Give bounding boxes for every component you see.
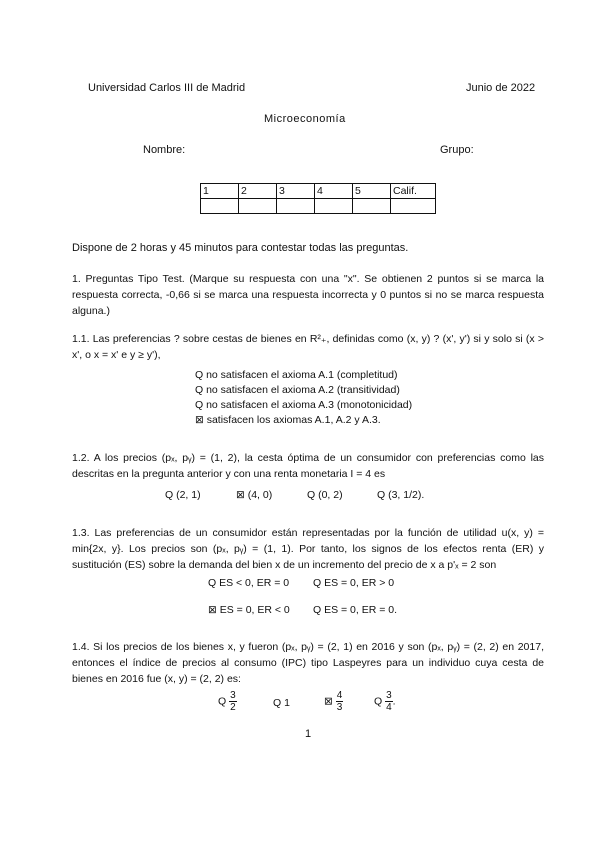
q1-1-option-a[interactable]: Q no satisfacen el axioma A.1 (completitud) <box>195 369 398 381</box>
q1-4-option-c[interactable] <box>324 690 343 713</box>
subject-title: Microeconomía <box>264 113 346 125</box>
q1-4-option-a[interactable] <box>218 690 237 713</box>
q1-2-option-d[interactable]: Q (3, 1/2). <box>377 489 425 501</box>
page-number: 1 <box>305 728 312 740</box>
group-label: Grupo: <box>440 144 474 156</box>
option-mark: ⊠ <box>324 695 333 708</box>
grades-score-cell[interactable] <box>277 199 315 214</box>
q1-2-option-b[interactable]: ⊠ (4, 0) <box>236 489 273 501</box>
q1-4-option-b[interactable] <box>273 697 290 709</box>
option-mark: Q <box>374 695 383 708</box>
grades-score-cell[interactable] <box>201 199 239 214</box>
university-name: Universidad Carlos III de Madrid <box>88 82 246 94</box>
fraction-numerator: 4 <box>336 690 343 701</box>
grades-header-cell: 3 <box>277 184 315 199</box>
fraction-numerator: 3 <box>230 690 236 701</box>
grades-header-cell: 4 <box>315 184 353 199</box>
q1-1-option-d[interactable]: ⊠ satisfacen los axiomas A.1, A.2 y A.3. <box>195 414 381 426</box>
fraction <box>336 690 344 713</box>
grades-score-cell[interactable] <box>353 199 391 214</box>
section1-title: 1. Preguntas Tipo Test. (Marque su respuesta con una "x". Se obtienen 2 puntos si se marca la respuesta correcta, -0,66 si se marca una respuesta incorrecta y 0 puntos si no se marca respuesta alguna.) <box>72 273 544 317</box>
q1-3-option-b[interactable]: Q ES = 0, ER > 0 <box>313 577 395 589</box>
grades-score-cell[interactable] <box>239 199 277 214</box>
q1-1-statement: 1.1. Las preferencias ? sobre cestas de bienes en R²₊, definidas como (x, y) ? (x', y') si y solo si (x > x', o x = x' e y ≥ y'), <box>72 333 544 361</box>
instructions: Dispone de 2 horas y 45 minutos para contestar todas las preguntas. <box>72 242 409 254</box>
fraction-numerator: 3 <box>386 690 392 701</box>
name-label: Nombre: <box>143 144 186 156</box>
q1-3-statement: 1.3. Las preferencias de un consumidor están representadas por la función de utilidad u(x, y) = min{2x, y}. Los precios son (pₓ, pᵧ) = (1, 1). Por tanto, los signos de los efectos renta (ER) y sustitución (ES) sobre la demanda del bien x de un incremento del precio de x a p'ₓ = 2 son <box>72 527 544 571</box>
fraction <box>385 690 393 713</box>
q1-1-option-c[interactable]: Q no satisfacen el axioma A.3 (monotonicidad) <box>195 399 413 411</box>
option-mark: Q <box>218 695 227 708</box>
fraction-denominator: 3 <box>336 702 343 713</box>
q1-4-option-d[interactable] <box>374 690 396 713</box>
grades-score-row <box>201 199 436 214</box>
q1-3-option-a[interactable]: Q ES < 0, ER = 0 <box>208 577 290 589</box>
q1-2-option-c[interactable]: Q (0, 2) <box>307 489 343 501</box>
grades-header-cell: 2 <box>239 184 277 199</box>
option-mark: Q <box>273 697 282 709</box>
exam-date: Junio de 2022 <box>466 82 536 94</box>
fraction-denominator: 2 <box>230 702 236 713</box>
q1-3-option-c[interactable]: ⊠ ES = 0, ER < 0 <box>208 604 290 616</box>
q1-4-statement: 1.4. Si los precios de los bienes x, y fueron (pₓ, pᵧ) = (2, 1) en 2016 y son (pₓ, pᵧ) = (2, 2) en 2017, entonces el índice de precios al consumo (IPC) tipo Laspeyres para un individuo cuya cesta de bienes en 2016 fue (x, y) = (2, 2) es: <box>72 641 544 685</box>
fraction-denominator: 4 <box>386 702 392 713</box>
option-suffix: . <box>392 695 396 708</box>
grades-header-cell: 1 <box>201 184 239 199</box>
grades-header-cell: Calif. <box>391 184 436 199</box>
q1-2-option-a[interactable]: Q (2, 1) <box>165 489 201 501</box>
grades-header-cell: 5 <box>353 184 391 199</box>
grades-score-cell[interactable] <box>315 199 353 214</box>
option-value: 1 <box>284 697 290 709</box>
q1-2-statement: 1.2. A los precios (pₓ, pᵧ) = (1, 2), la cesta óptima de un consumidor con preferencias como las descritas en la pregunta anterior y con una renta monetaria I = 4 es <box>72 452 544 480</box>
q1-1-option-b[interactable]: Q no satisfacen el axioma A.2 (transitividad) <box>195 384 400 396</box>
grades-score-cell[interactable] <box>391 199 436 214</box>
fraction <box>229 690 237 713</box>
q1-3-option-d[interactable]: Q ES = 0, ER = 0. <box>313 604 398 616</box>
grades-header-row <box>201 184 436 199</box>
grades-table <box>200 183 436 214</box>
